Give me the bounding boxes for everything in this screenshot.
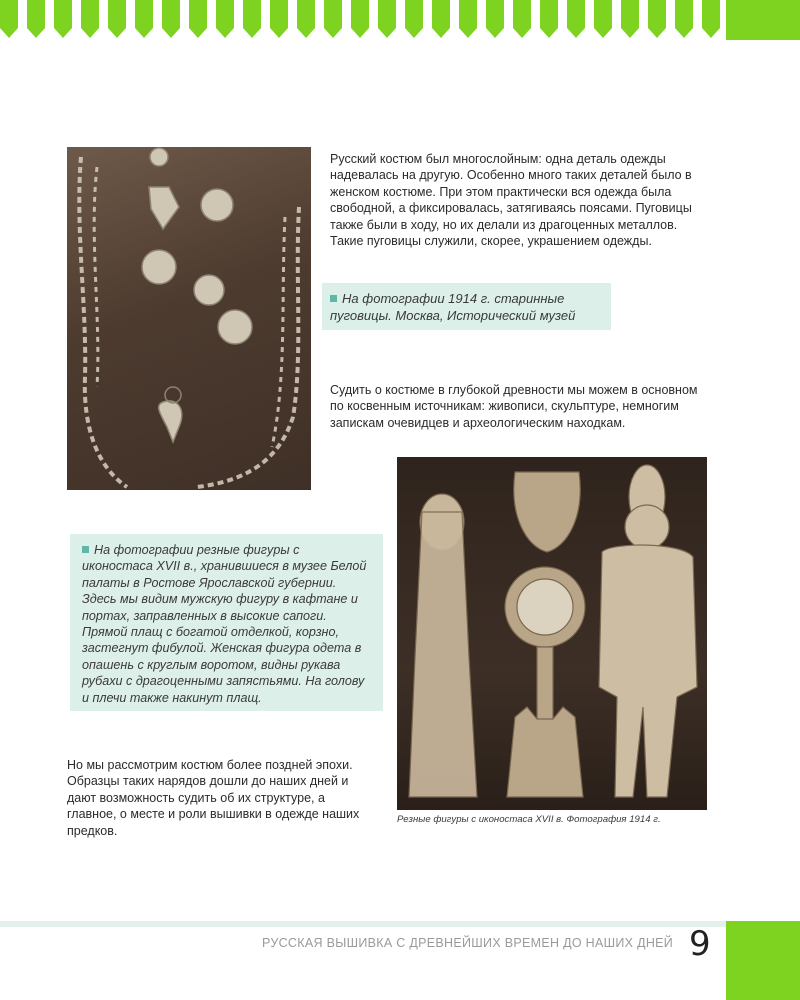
note-buttons-photo [322, 283, 611, 330]
running-title: РУССКАЯ ВЫШИВКА С ДРЕВНЕЙШИХ ВРЕМЕН ДО НАШИХ ДНЕЙ [262, 936, 674, 950]
top-green-block [726, 0, 800, 40]
paragraph-ancient-sources: Судить о костюме в глубокой древности мы можем в основном по косвенным источникам: живописи, скульптуре, немногим запискам очевидцев и археологическим находкам. [330, 383, 698, 430]
buttons-illustration [67, 147, 311, 490]
photo-old-buttons [67, 147, 311, 490]
paragraph-layered-costume: Русский костюм был многослойным: одна деталь одежды надевалась на другую. Особенно много таких деталей было в женском костюме. При этом практически вся одежда была свободной, а фиксировалась, затягиваясь поясами. Пуговицы также были в ходу, но их делали из драгоценных металлов. Такие пуговицы служили, скорее, украшением одежды. [330, 152, 692, 249]
figures-illustration [397, 457, 707, 810]
top-zigzag-border [0, 0, 720, 40]
note-buttons-text: На фотографии 1914 г. старинные пуговицы. Москва, Исторический музей [330, 291, 576, 323]
note-bullet-icon [82, 546, 89, 553]
figures-photo-caption: Резные фигуры с иконостаса XVII в. Фотография 1914 г. [397, 814, 661, 825]
page-number: 9 [689, 924, 711, 964]
photo-carved-figures [397, 457, 707, 810]
note-figures-text: На фотографии резные фигуры с иконостаса XVII в., хранившиеся в музее Белой палаты в Ростове Ярославской губернии. Здесь мы видим мужскую фигуру в кафтане и портах, заправленных в высокие сапоги. Прямой плащ с богатой отделкой, корзно, застегнут фибулой. Женская фигура одета в опашень с круглым воротом, видны рукава рубахи с драгоценными запястьями. На голову и плечи также накинут плащ. [82, 543, 367, 705]
footer-divider [0, 921, 726, 927]
footer-green-block [726, 921, 800, 1000]
note-figures-photo [70, 534, 383, 711]
note-bullet-icon [330, 295, 337, 302]
paragraph-later-epoch: Но мы рассмотрим костюм более поздней эпохи. Образцы таких нарядов дошли до наших дней и дают возможность судить об их структуре, а главное, о месте и роли вышивки в одежде наших предков. [67, 758, 360, 838]
